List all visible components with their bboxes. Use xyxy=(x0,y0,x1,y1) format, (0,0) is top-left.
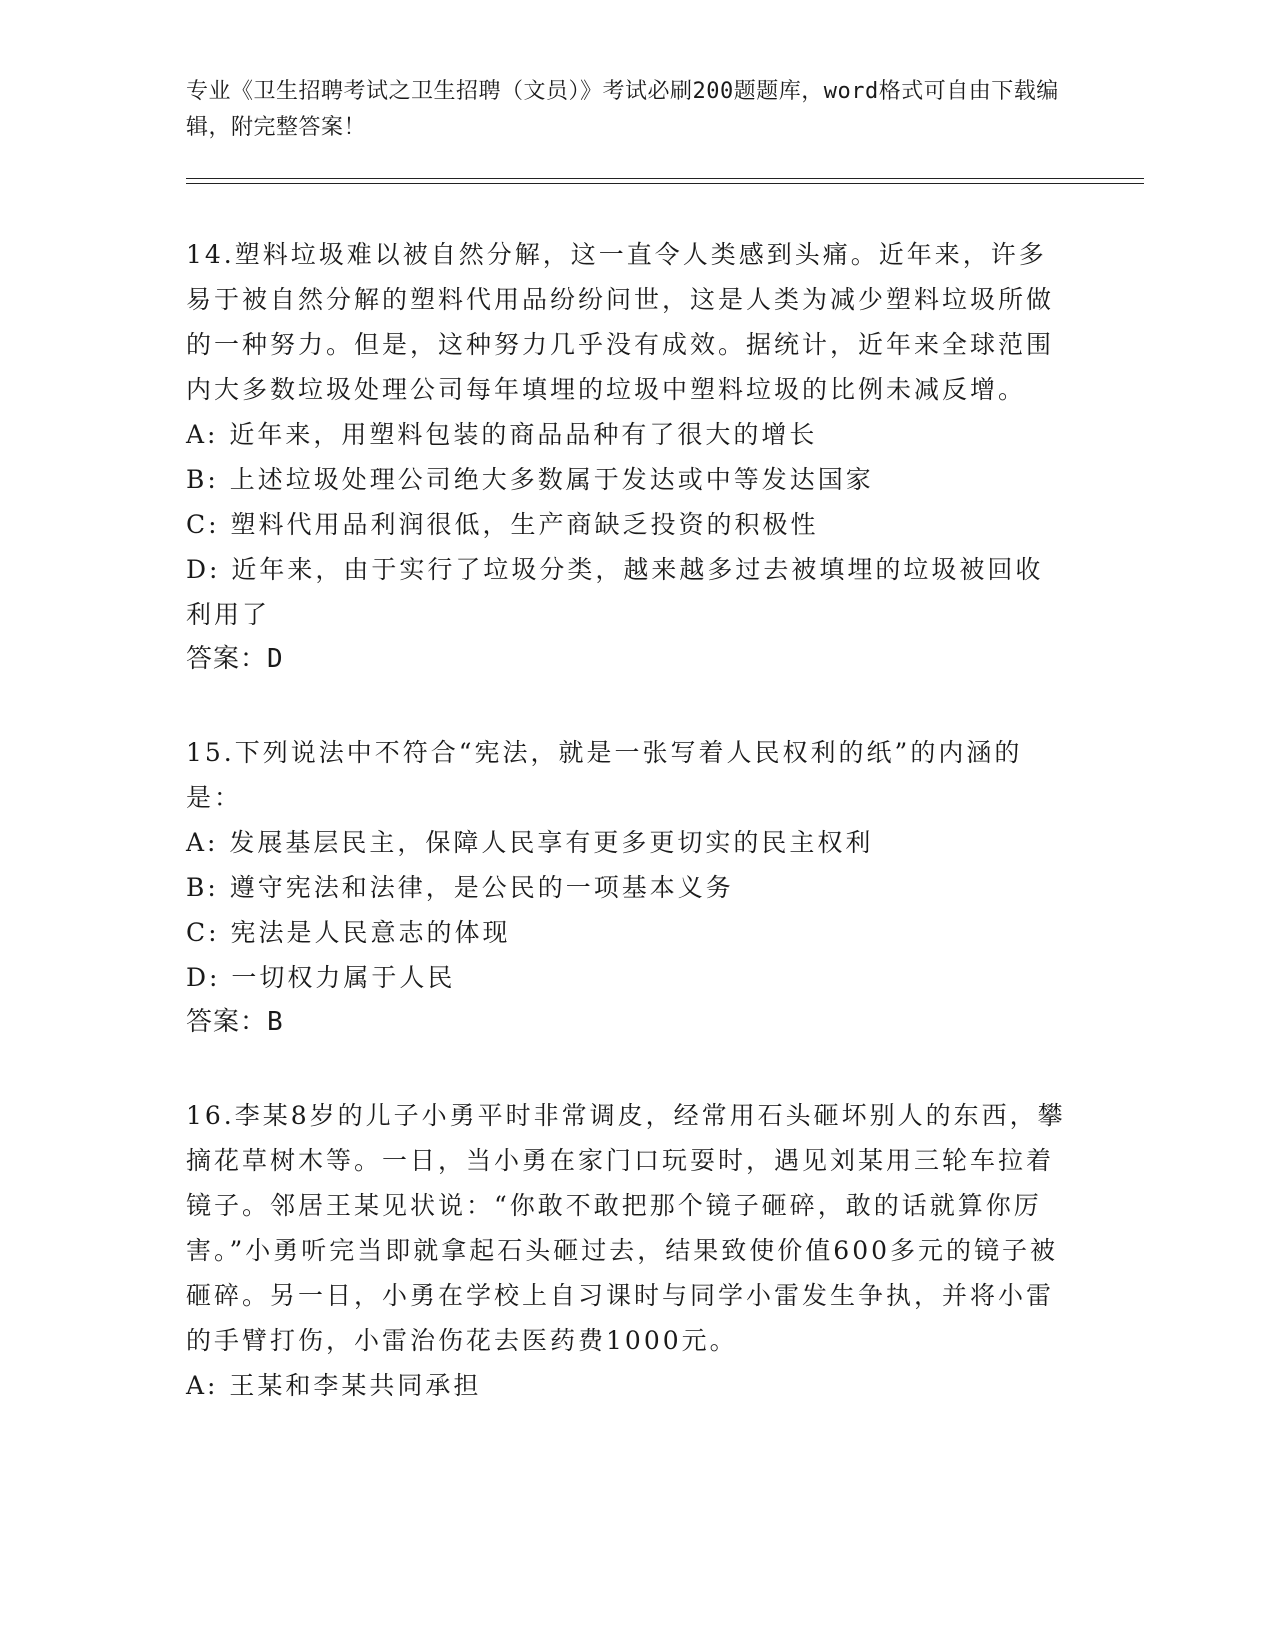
option-d: D: 一切权力属于人民 xyxy=(186,963,456,992)
option-b: B: 遵守宪法和法律，是公民的一项基本义务 xyxy=(186,873,734,902)
question-stem: 14.塑料垃圾难以被自然分解，这一直令人类感到头痛。近年来，许多易于被自然分解的塑料代用品纷纷问世，这是人类为减少塑料垃圾所做的一种努力。但是，这种努力几乎没有成效。据统计，近年来全球范围内大多数垃圾处理公司每年填埋的垃圾中塑料垃圾的比例未减反增。 xyxy=(186,240,1055,404)
header-title: 专业《卫生招聘考试之卫生招聘（文员）》考试必刷200题题库，word格式可自由下载编辑，附完整答案！ xyxy=(186,79,1059,140)
option-a: A: 王某和李某共同承担 xyxy=(186,1371,482,1400)
answer-value: B xyxy=(267,1007,284,1037)
option-d: D: 近年来，由于实行了垃圾分类，越来越多过去被填埋的垃圾被回收利用了 xyxy=(186,555,1044,629)
answer-value: D xyxy=(267,644,284,674)
question-16 xyxy=(186,1093,1066,1408)
option-c: C: 塑料代用品利润很低，生产商缺乏投资的积极性 xyxy=(186,510,819,539)
answer-label: 答案： xyxy=(186,644,268,674)
header-divider xyxy=(186,178,1144,184)
document-header xyxy=(186,74,1086,146)
answer-label: 答案： xyxy=(186,1007,268,1037)
question-15 xyxy=(186,730,1066,1045)
question-stem: 16.李某8岁的儿子小勇平时非常调皮，经常用石头砸坏别人的东西，攀摘花草树木等。一日，当小勇在家门口玩耍时，遇见刘某用三轮车拉着镜子。邻居王某见状说：“你敢不敢把那个镜子砸碎，敢的话就算你厉害。”小勇听完当即就拿起石头砸过去，结果致使价值600多元的镜子被砸碎。另一日，小勇在学校上自习课时与同学小雷发生争执，并将小雷的手臂打伤，小雷治伤花去医药费1000元。 xyxy=(186,1101,1066,1355)
question-list xyxy=(186,232,1066,1456)
answer-line xyxy=(186,637,1066,682)
option-a: A: 发展基层民主，保障人民享有更多更切实的民主权利 xyxy=(186,828,874,857)
option-b: B: 上述垃圾处理公司绝大多数属于发达或中等发达国家 xyxy=(186,465,874,494)
answer-line xyxy=(186,1000,1066,1045)
option-a: A: 近年来，用塑料包装的商品品种有了很大的增长 xyxy=(186,420,818,449)
question-14 xyxy=(186,232,1066,682)
option-c: C: 宪法是人民意志的体现 xyxy=(186,918,511,947)
question-stem: 15.下列说法中不符合“宪法，就是一张写着人民权利的纸”的内涵的是： xyxy=(186,738,1023,812)
